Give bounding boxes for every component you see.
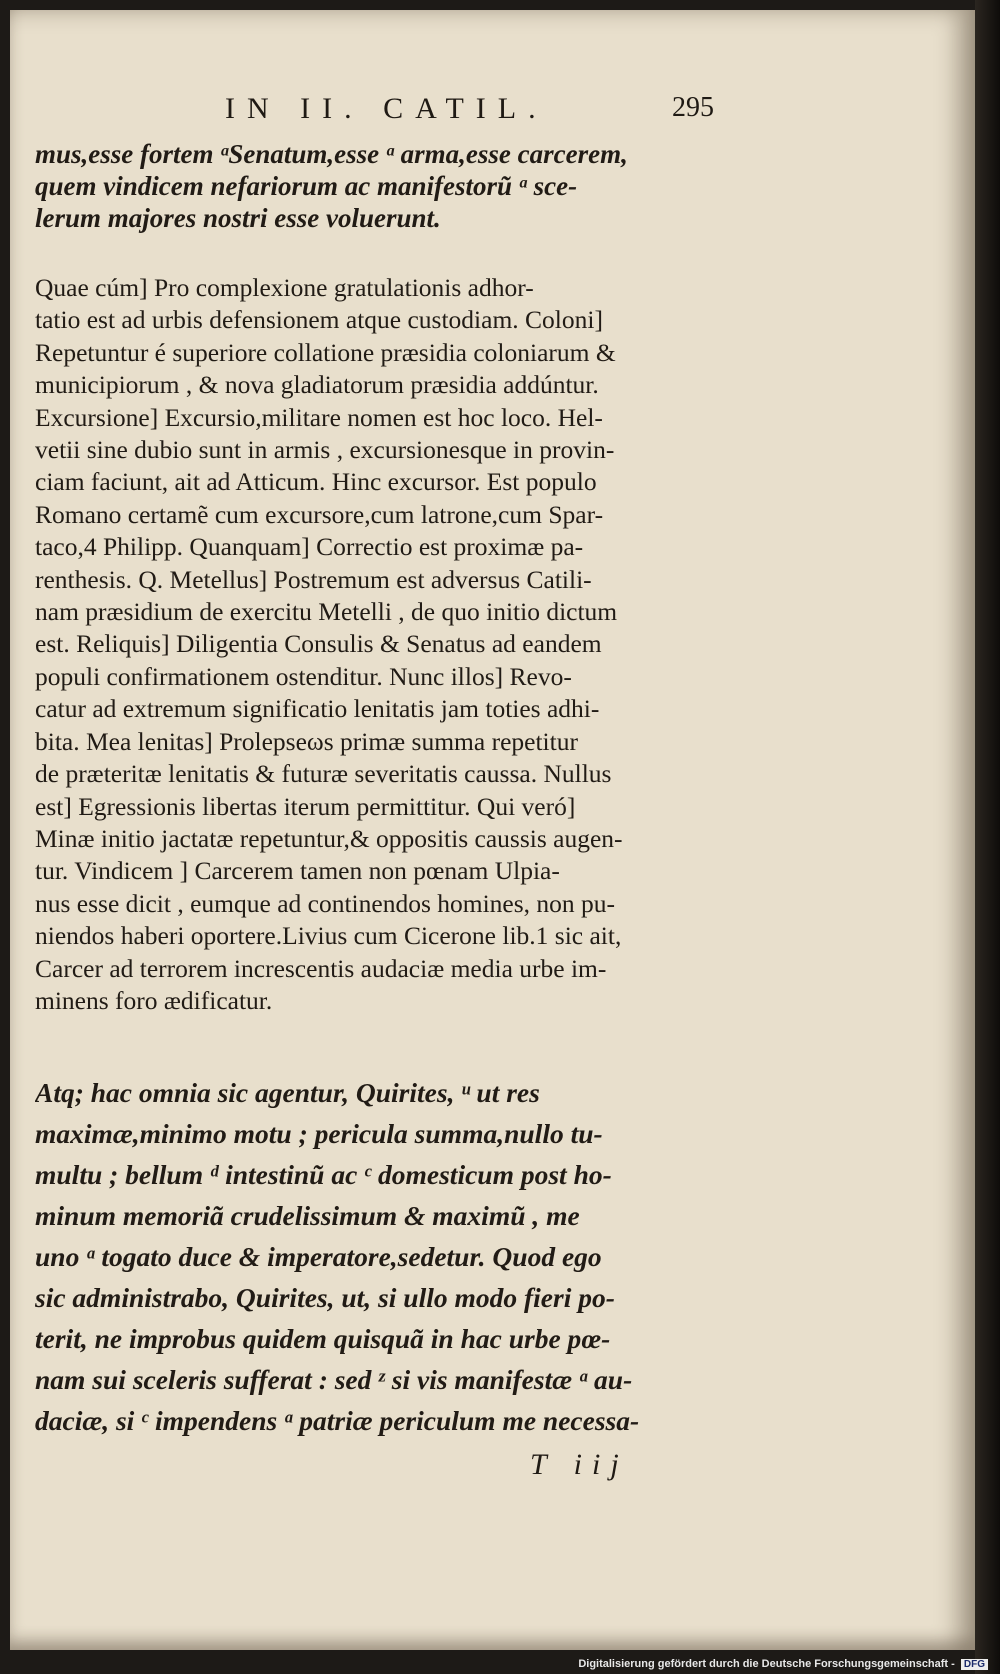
text-line: terit, ne improbus quidem quisquã in hac urbe pœ- [35,1323,611,1354]
page-number: 295 [672,92,714,123]
text-line: quem vindicem nefariorum ac manifestorũ ᵃ sce- [35,171,578,201]
commentary-line: renthesis. Q. Metellus] Postremum est adversus Catili- [35,564,592,594]
page-edge-shadow [975,0,1000,1674]
catchword-signature: T iij [530,1448,629,1481]
digitization-credit [578,1658,988,1670]
commentary-line: taco,4 Philipp. Quanquam] Correctio est proximæ pa- [35,532,584,562]
text-line: uno ᵃ togato duce & imperatore,sedetur. Quod ego [35,1241,602,1272]
text-line: sic administrabo, Quirites, ut, si ullo modo fieri po- [35,1282,615,1313]
commentary-line: Minæ initio jactatæ repetuntur,& oppositis caussis augen- [35,823,623,853]
commentary-line: de præteritæ lenitatis & futuræ severitatis caussa. Nullus [35,759,612,789]
commentary-line: municipiorum , & nova gladiatorum præsidia addúntur. [35,370,599,400]
commentary-line: est] Egressionis libertas iterum permittitur. Qui veró] [35,791,576,821]
commentary-line: tatio est ad urbis defensionem atque custodiam. Coloni] [35,305,603,335]
commentary-line: est. Reliquis] Diligentia Consulis & Senatus ad eandem [35,629,602,659]
commentary-line: catur ad extremum significatio lenitatis jam toties adhi- [35,694,600,724]
commentary-line: tur. Vindicem ] Carcerem tamen non pœnam Ulpia- [35,856,560,886]
commentary-line: vetii sine dubio sunt in armis , excursionesque in provin- [35,435,615,465]
commentary-line: populi confirmationem ostenditur. Nunc illos] Revo- [35,661,572,691]
text-line: lerum majores nostri esse voluerunt. [35,203,441,233]
text-line: daciæ, si ᶜ impendens ᵃ patriæ periculum me necessa- [35,1405,640,1436]
text-line: nam sui sceleris sufferat : sed ᶻ si vis manifestæ ᵃ au- [35,1364,633,1395]
commentary-line: Romano certamẽ cum excursore,cum latrone,cum Spar- [35,499,604,529]
commentary-block [35,272,713,1017]
main-text-top [35,138,713,234]
text-line: maximæ,minimo motu ; pericula summa,nullo tu- [35,1118,603,1149]
main-text-bottom [35,1072,713,1441]
commentary-line: nus esse dicit , eumque ad continendos homines, non pu- [35,888,616,918]
dfg-logo: DFG [961,1659,988,1670]
text-line: minum memoriã crudelissimum & maximũ , me [35,1200,580,1231]
commentary-line: minens foro ædificatur. [35,985,273,1015]
commentary-line: Repetuntur é superiore collatione præsidia coloniarum & [35,337,616,367]
commentary-line: bita. Mea lenitas] Prolepseωs primæ summa repetitur [35,726,578,756]
text-line: Atq; hac omnia sic agentur, Quirites, ᵘ ut res [35,1077,540,1108]
text-line: multu ; bellum ᵈ intestinũ ac ᶜ domesticum post ho- [35,1159,612,1190]
credit-text: Digitalisierung gefördert durch die Deutsche Forschungsgemeinschaft - [578,1658,955,1670]
commentary-line: Carcer ad terrorem increscentis audaciæ media urbe im- [35,953,607,983]
commentary-line: Quae cúm] Pro complexione gratulationis adhor- [35,273,534,302]
commentary-line: niendos haberi oportere.Livius cum Cicerone lib.1 sic ait, [35,921,622,951]
running-head: IN II. CATIL. [225,92,548,125]
text-line: mus,esse fortem ᵃSenatum,esse ᵃ arma,esse carcerem, [35,139,628,169]
commentary-line: ciam faciunt, ait ad Atticum. Hinc excursor. Est populo [35,467,597,497]
commentary-line: Excursione] Excursio,militare nomen est hoc loco. Hel- [35,402,603,432]
commentary-line: nam præsidium de exercitu Metelli , de quo initio dictum [35,597,618,627]
